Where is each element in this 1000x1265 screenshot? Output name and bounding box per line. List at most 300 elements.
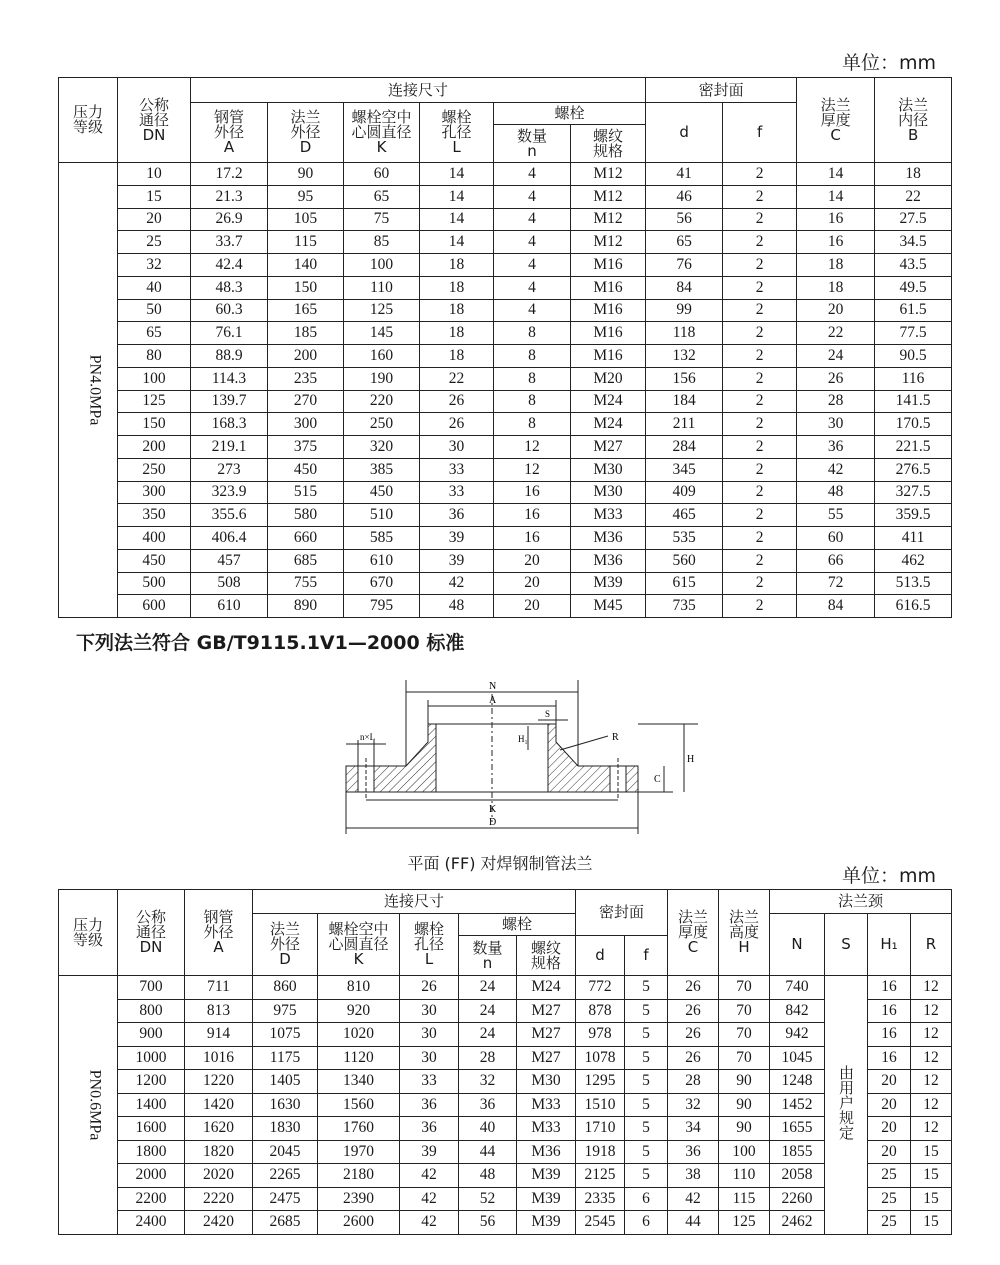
table-row xyxy=(59,1211,952,1235)
table-cell: 26 xyxy=(668,1046,719,1070)
table-cell: 88.9 xyxy=(191,345,268,368)
table-cell: 740 xyxy=(770,976,825,1000)
table-cell: 185 xyxy=(268,322,344,345)
table-cell: 1020 xyxy=(318,1023,400,1047)
table-cell: 300 xyxy=(118,481,191,504)
table-cell: M39 xyxy=(517,1211,576,1235)
table-cell: M24 xyxy=(571,413,646,436)
table-cell: 22 xyxy=(875,185,952,208)
table-cell: 2200 xyxy=(118,1187,185,1211)
table-cell: 18 xyxy=(420,254,494,277)
table-cell: 1630 xyxy=(253,1093,318,1117)
table-cell: 28 xyxy=(459,1046,517,1070)
table-cell: 20 xyxy=(868,1117,911,1141)
table-cell: M33 xyxy=(517,1117,576,1141)
table-cell: 670 xyxy=(344,572,420,595)
table-cell: M33 xyxy=(571,504,646,527)
table-cell: 76 xyxy=(646,254,723,277)
table-cell: 26.9 xyxy=(191,208,268,231)
table-cell: M30 xyxy=(517,1070,576,1094)
table-cell: 21.3 xyxy=(191,185,268,208)
table-cell: 535 xyxy=(646,527,723,550)
table-row xyxy=(59,1093,952,1117)
table-cell: 615 xyxy=(646,572,723,595)
table-cell: M16 xyxy=(571,254,646,277)
table-cell: 26 xyxy=(400,976,459,1000)
table-cell: 24 xyxy=(459,999,517,1023)
table-cell: 10 xyxy=(118,163,191,186)
table-row xyxy=(59,436,952,459)
flange-table-pn06 xyxy=(58,889,952,1235)
table-cell: 70 xyxy=(719,1023,770,1047)
dim-label-A: A xyxy=(489,695,497,706)
unit-label-2: 单位：mm xyxy=(842,865,937,887)
table-cell: 15 xyxy=(911,1187,952,1211)
table-cell: 170.5 xyxy=(875,413,952,436)
table-cell: 5 xyxy=(625,1093,668,1117)
table-cell: 36 xyxy=(420,504,494,527)
diagram-caption: 平面 (FF) 对焊钢制管法兰 xyxy=(407,854,593,873)
table2-body xyxy=(59,976,952,1235)
table-cell: 65 xyxy=(344,185,420,208)
table-cell: 18 xyxy=(875,163,952,186)
table-cell: 2180 xyxy=(318,1164,400,1188)
table-cell: 700 xyxy=(118,976,185,1000)
table-cell: 150 xyxy=(268,276,344,299)
table-cell: 12 xyxy=(911,999,952,1023)
table-cell: 1800 xyxy=(118,1140,185,1164)
table-cell: 25 xyxy=(868,1164,911,1188)
table-cell: 1400 xyxy=(118,1093,185,1117)
table-cell: 52 xyxy=(459,1187,517,1211)
table-cell: 1078 xyxy=(576,1046,625,1070)
table-cell: 508 xyxy=(191,572,268,595)
table-cell: 2 xyxy=(723,504,797,527)
table-cell: 2 xyxy=(723,413,797,436)
table-cell: 139.7 xyxy=(191,390,268,413)
table-row xyxy=(59,208,952,231)
table-cell: 273 xyxy=(191,458,268,481)
table-cell: 942 xyxy=(770,1023,825,1047)
table-cell: 20 xyxy=(797,299,875,322)
table-cell: 6 xyxy=(625,1211,668,1235)
table-cell: 711 xyxy=(185,976,253,1000)
table-cell: 32 xyxy=(668,1093,719,1117)
table-cell: 118 xyxy=(646,322,723,345)
table-cell: 16 xyxy=(868,976,911,1000)
table-cell: 450 xyxy=(118,549,191,572)
table-cell: 2 xyxy=(723,276,797,299)
table-cell: 1220 xyxy=(185,1070,253,1094)
table-cell: 165 xyxy=(268,299,344,322)
table-cell: 878 xyxy=(576,999,625,1023)
table-cell: 1248 xyxy=(770,1070,825,1094)
table-cell: 685 xyxy=(268,549,344,572)
table-cell: 42 xyxy=(400,1211,459,1235)
table-cell: 2 xyxy=(723,185,797,208)
dim-label-R: R xyxy=(612,732,619,743)
table-cell: 12 xyxy=(911,1046,952,1070)
table-cell: 36 xyxy=(797,436,875,459)
table-cell: 12 xyxy=(494,436,571,459)
table-cell: M16 xyxy=(571,276,646,299)
pressure-class-label: PN4.0MPa xyxy=(86,354,104,426)
table-cell: 2 xyxy=(723,322,797,345)
table-cell: M12 xyxy=(571,208,646,231)
table-cell: 75 xyxy=(344,208,420,231)
table-cell: 8 xyxy=(494,367,571,390)
table-cell: M27 xyxy=(571,436,646,459)
table-cell: 33 xyxy=(420,458,494,481)
table-cell: 200 xyxy=(118,436,191,459)
table-cell: 90.5 xyxy=(875,345,952,368)
table-cell: 14 xyxy=(420,231,494,254)
table-cell: 5 xyxy=(625,1164,668,1188)
table-cell: 585 xyxy=(344,527,420,550)
table-cell: 2390 xyxy=(318,1187,400,1211)
dim-label-H1: H₁ xyxy=(518,734,528,744)
table-cell: 14 xyxy=(797,163,875,186)
table1-body xyxy=(59,163,952,618)
table-cell: 2 xyxy=(723,367,797,390)
user-defined-label: 由用户规定 xyxy=(837,1065,856,1141)
table-cell: 1560 xyxy=(318,1093,400,1117)
table-cell: 2 xyxy=(723,254,797,277)
header-connection: 连接尺寸 xyxy=(253,890,576,914)
table-cell: 34 xyxy=(668,1117,719,1141)
header-neck: 法兰颈 xyxy=(770,890,952,914)
table-cell: 772 xyxy=(576,976,625,1000)
table-cell: 1405 xyxy=(253,1070,318,1094)
table-cell: 15 xyxy=(911,1211,952,1235)
header-bolt-qty: 数量 n xyxy=(459,936,517,976)
table-cell: 2400 xyxy=(118,1211,185,1235)
table-cell: 2462 xyxy=(770,1211,825,1235)
user-defined-cell xyxy=(825,976,868,1235)
table-row xyxy=(59,299,952,322)
table-cell: 26 xyxy=(420,390,494,413)
header-thickness: 法兰 厚度 C xyxy=(797,78,875,163)
table-cell: 1600 xyxy=(118,1117,185,1141)
table-cell: 25 xyxy=(868,1187,911,1211)
table-cell: 76.1 xyxy=(191,322,268,345)
pressure-class-label: PN0.6MPa xyxy=(86,1069,104,1141)
table-cell: 115 xyxy=(268,231,344,254)
table-cell: 48 xyxy=(459,1164,517,1188)
table-cell: 26 xyxy=(668,976,719,1000)
table-cell: 2 xyxy=(723,163,797,186)
table-cell: 42.4 xyxy=(191,254,268,277)
table-cell: 16 xyxy=(494,527,571,550)
table-cell: 24 xyxy=(797,345,875,368)
table-cell: 250 xyxy=(118,458,191,481)
table-cell: 42 xyxy=(668,1187,719,1211)
table-cell: 2600 xyxy=(318,1211,400,1235)
dim-label-C: C xyxy=(654,774,661,785)
table-cell: 327.5 xyxy=(875,481,952,504)
table-cell: 450 xyxy=(268,458,344,481)
table-cell: 12 xyxy=(911,976,952,1000)
header-seal: 密封面 xyxy=(646,78,797,103)
table-cell: 28 xyxy=(668,1070,719,1094)
table-cell: M16 xyxy=(571,322,646,345)
table-cell: 65 xyxy=(118,322,191,345)
table-cell: 60.3 xyxy=(191,299,268,322)
table-cell: 41 xyxy=(646,163,723,186)
table-cell: 914 xyxy=(185,1023,253,1047)
flange-cross-section-diagram xyxy=(328,674,698,846)
table-row xyxy=(59,390,952,413)
dim-label-S: S xyxy=(545,709,551,719)
table-cell: 26 xyxy=(420,413,494,436)
header-bolt: 螺栓 xyxy=(494,103,646,125)
table-cell: 320 xyxy=(344,436,420,459)
table-cell: 56 xyxy=(459,1211,517,1235)
table-cell: 1655 xyxy=(770,1117,825,1141)
table-cell: M27 xyxy=(517,999,576,1023)
table-cell: 1340 xyxy=(318,1070,400,1094)
table-cell: 160 xyxy=(344,345,420,368)
table-cell: 48 xyxy=(797,481,875,504)
table-cell: M24 xyxy=(571,390,646,413)
table-cell: 39 xyxy=(420,527,494,550)
table-cell: 1510 xyxy=(576,1093,625,1117)
table-cell: 18 xyxy=(797,254,875,277)
table-cell: 2 xyxy=(723,572,797,595)
table-cell: 190 xyxy=(344,367,420,390)
table-cell: 580 xyxy=(268,504,344,527)
table-cell: M12 xyxy=(571,163,646,186)
dim-label-D: D xyxy=(489,817,497,828)
table-cell: 890 xyxy=(268,595,344,618)
dim-label-H: H xyxy=(687,754,695,765)
table-cell: 20 xyxy=(118,208,191,231)
header-bolt-thread: 螺纹 规格 xyxy=(517,936,576,976)
table-cell: 48.3 xyxy=(191,276,268,299)
table-cell: M36 xyxy=(571,549,646,572)
table-cell: M33 xyxy=(517,1093,576,1117)
table-cell: 5 xyxy=(625,1140,668,1164)
table-cell: 211 xyxy=(646,413,723,436)
table-row xyxy=(59,163,952,186)
table-cell: 72 xyxy=(797,572,875,595)
table-cell: 1855 xyxy=(770,1140,825,1164)
header-bolt-hole: 螺栓 孔径 L xyxy=(420,103,494,163)
table-cell: 55 xyxy=(797,504,875,527)
table-cell: 560 xyxy=(646,549,723,572)
table-cell: 510 xyxy=(344,504,420,527)
table-cell: 15 xyxy=(911,1140,952,1164)
table-cell: 2 xyxy=(723,231,797,254)
table-cell: 30 xyxy=(420,436,494,459)
table-cell: M36 xyxy=(571,527,646,550)
table-cell: 168.3 xyxy=(191,413,268,436)
table-cell: 2058 xyxy=(770,1164,825,1188)
table-cell: 77.5 xyxy=(875,322,952,345)
dim-label-nL: n×L xyxy=(360,732,376,742)
table-row xyxy=(59,595,952,618)
table-cell: 24 xyxy=(459,976,517,1000)
table-cell: 14 xyxy=(420,185,494,208)
table-cell: 25 xyxy=(118,231,191,254)
table-cell: M30 xyxy=(571,458,646,481)
table-cell: 14 xyxy=(420,163,494,186)
table-cell: 33 xyxy=(420,481,494,504)
table-cell: 12 xyxy=(911,1093,952,1117)
table-cell: 36 xyxy=(668,1140,719,1164)
header-height: 法兰 高度 H xyxy=(719,890,770,976)
table-cell: 1016 xyxy=(185,1046,253,1070)
table-cell: 5 xyxy=(625,1046,668,1070)
table-cell: 116 xyxy=(875,367,952,390)
table-cell: 22 xyxy=(420,367,494,390)
table-cell: 14 xyxy=(420,208,494,231)
table-cell: 28 xyxy=(797,390,875,413)
header-N: N xyxy=(770,914,825,976)
table-cell: 85 xyxy=(344,231,420,254)
table-cell: 125 xyxy=(344,299,420,322)
table-cell: 25 xyxy=(868,1211,911,1235)
table-cell: 2265 xyxy=(253,1164,318,1188)
table-cell: 800 xyxy=(118,999,185,1023)
table-cell: 1452 xyxy=(770,1093,825,1117)
table-cell: 17.2 xyxy=(191,163,268,186)
table-cell: 1295 xyxy=(576,1070,625,1094)
table-cell: M16 xyxy=(571,299,646,322)
table-cell: 235 xyxy=(268,367,344,390)
standard-heading: 下列法兰符合 GB/T9115.1V1—2000 标准 xyxy=(76,632,465,654)
table-cell: 284 xyxy=(646,436,723,459)
pressure-class-cell xyxy=(59,976,118,1235)
table-cell: 385 xyxy=(344,458,420,481)
header-bolt-qty: 数量 n xyxy=(494,125,571,163)
table-row xyxy=(59,1070,952,1094)
table-cell: 600 xyxy=(118,595,191,618)
table-cell: 323.9 xyxy=(191,481,268,504)
table-cell: 411 xyxy=(875,527,952,550)
table-cell: 84 xyxy=(797,595,875,618)
table-row xyxy=(59,458,952,481)
table-cell: 184 xyxy=(646,390,723,413)
table-row xyxy=(59,1023,952,1047)
table-cell: 141.5 xyxy=(875,390,952,413)
table-cell: 15 xyxy=(911,1164,952,1188)
table-cell: 16 xyxy=(868,1023,911,1047)
table-cell: 1045 xyxy=(770,1046,825,1070)
table-cell: 84 xyxy=(646,276,723,299)
table-cell: 610 xyxy=(344,549,420,572)
table-row xyxy=(59,1046,952,1070)
table-cell: 14 xyxy=(797,185,875,208)
table-cell: 2 xyxy=(723,527,797,550)
table-cell: 1830 xyxy=(253,1117,318,1141)
table-cell: 100 xyxy=(719,1140,770,1164)
table-cell: 616.5 xyxy=(875,595,952,618)
table-cell: 4 xyxy=(494,276,571,299)
table-cell: 2335 xyxy=(576,1187,625,1211)
table-cell: 110 xyxy=(344,276,420,299)
table-cell: 26 xyxy=(797,367,875,390)
table-row xyxy=(59,1140,952,1164)
table-cell: 1120 xyxy=(318,1046,400,1070)
table-row xyxy=(59,481,952,504)
table-cell: 2 xyxy=(723,481,797,504)
table-cell: 16 xyxy=(797,231,875,254)
table-cell: M12 xyxy=(571,185,646,208)
table-cell: 515 xyxy=(268,481,344,504)
table-cell: 200 xyxy=(268,345,344,368)
table-cell: 795 xyxy=(344,595,420,618)
table-cell: M39 xyxy=(517,1187,576,1211)
table-row xyxy=(59,185,952,208)
table-cell: 110 xyxy=(719,1164,770,1188)
table-cell: 150 xyxy=(118,413,191,436)
table-cell: 16 xyxy=(868,1046,911,1070)
table-cell: 16 xyxy=(797,208,875,231)
table-cell: 12 xyxy=(911,1070,952,1094)
header-pipe-od: 钢管 外径 A xyxy=(185,890,253,976)
table-cell: 500 xyxy=(118,572,191,595)
table-cell: 30 xyxy=(400,1023,459,1047)
table-cell: 1200 xyxy=(118,1070,185,1094)
table-cell: 90 xyxy=(719,1093,770,1117)
table-row xyxy=(59,322,952,345)
table-cell: 12 xyxy=(911,1023,952,1047)
table-cell: 2 xyxy=(723,390,797,413)
table-cell: 20 xyxy=(868,1140,911,1164)
table-cell: 145 xyxy=(344,322,420,345)
table-cell: M45 xyxy=(571,595,646,618)
table-cell: 4 xyxy=(494,254,571,277)
table-row xyxy=(59,413,952,436)
header-S: S xyxy=(825,914,868,976)
table-cell: 350 xyxy=(118,504,191,527)
header-d: d xyxy=(576,936,625,976)
table-cell: 18 xyxy=(420,322,494,345)
table-cell: 48 xyxy=(420,595,494,618)
table-cell: 60 xyxy=(344,163,420,186)
table-cell: 39 xyxy=(400,1140,459,1164)
table-cell: 4 xyxy=(494,208,571,231)
table-cell: 40 xyxy=(459,1117,517,1141)
table-cell: 4 xyxy=(494,231,571,254)
table-cell: 125 xyxy=(118,390,191,413)
table-cell: 6 xyxy=(625,1187,668,1211)
table-cell: 2045 xyxy=(253,1140,318,1164)
table-cell: 12 xyxy=(911,1117,952,1141)
table-cell: 20 xyxy=(868,1070,911,1094)
table-cell: 16 xyxy=(494,481,571,504)
table-cell: 18 xyxy=(797,276,875,299)
table-cell: 1175 xyxy=(253,1046,318,1070)
table-row xyxy=(59,999,952,1023)
unit-label-1: 单位：mm xyxy=(842,52,937,74)
table-cell: 42 xyxy=(797,458,875,481)
table-cell: 70 xyxy=(719,976,770,1000)
table-cell: 221.5 xyxy=(875,436,952,459)
table-cell: M20 xyxy=(571,367,646,390)
table-cell: 16 xyxy=(868,999,911,1023)
table-cell: 2420 xyxy=(185,1211,253,1235)
table-cell: 2 xyxy=(723,345,797,368)
table-cell: 250 xyxy=(344,413,420,436)
table-cell: 660 xyxy=(268,527,344,550)
table-cell: 375 xyxy=(268,436,344,459)
table-cell: 1000 xyxy=(118,1046,185,1070)
table-cell: 61.5 xyxy=(875,299,952,322)
table-cell: 33.7 xyxy=(191,231,268,254)
table-cell: 4 xyxy=(494,163,571,186)
